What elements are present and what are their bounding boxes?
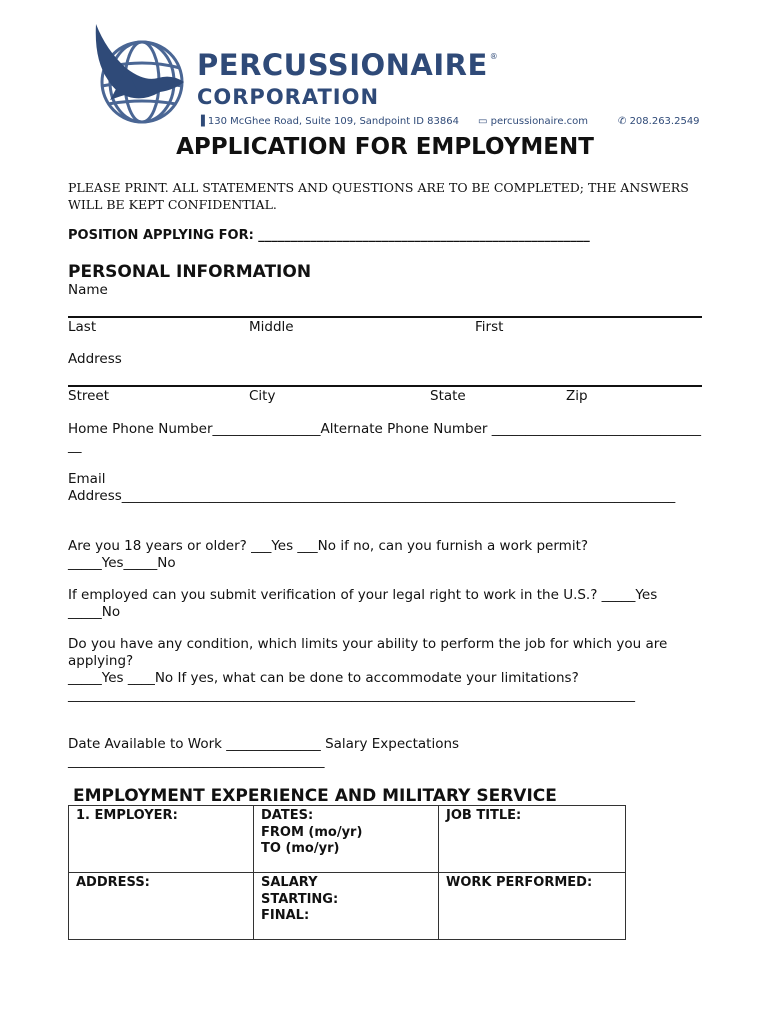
email-label-line1: Email xyxy=(68,471,106,487)
phone-field[interactable]: Home Phone Number________________Alternate Phone Number _________________________________ xyxy=(68,421,701,454)
email-field[interactable] xyxy=(68,471,704,505)
work-performed-cell[interactable]: WORK PERFORMED: xyxy=(439,873,626,940)
condition-question[interactable]: Do you have any condition, which limits your ability to perform the job for which you are applying? _____Yes ____No If yes, what can be done to accommodate your limitations? ____________________________________________________________________________________ xyxy=(68,636,668,703)
last-label: Last xyxy=(68,319,97,335)
table-row xyxy=(69,873,626,940)
address-label: Address xyxy=(68,351,122,367)
company-name-line2: CORPORATION xyxy=(197,85,380,109)
building-icon: ▐ xyxy=(197,116,208,127)
availability-salary-field[interactable]: Date Available to Work ______________ Salary Expectations ______________________________________ xyxy=(68,736,460,769)
legal-right-question[interactable]: If employed can you submit verification of your legal right to work in the U.S.? _____Yes _____No xyxy=(68,587,658,620)
address-line[interactable] xyxy=(68,385,702,387)
name-line[interactable] xyxy=(68,316,702,318)
employment-heading: EMPLOYMENT EXPERIENCE AND MILITARY SERVICE xyxy=(73,786,557,806)
table-row xyxy=(69,806,626,873)
address-cell[interactable]: ADDRESS: xyxy=(69,873,254,940)
page-title: APPLICATION FOR EMPLOYMENT xyxy=(176,134,594,160)
salary-cell[interactable]: SALARY STARTING: FINAL: xyxy=(254,873,439,940)
trademark-symbol: ® xyxy=(489,52,499,61)
personal-info-heading: PERSONAL INFORMATION xyxy=(68,262,312,282)
zip-label: Zip xyxy=(566,388,588,404)
company-name: PERCUSSIONAIRE ® xyxy=(197,48,499,82)
street-label: Street xyxy=(68,388,110,404)
letterhead xyxy=(80,18,705,133)
eagle-globe-logo-icon xyxy=(86,20,190,130)
email-label-line2: Address__________________________________________________________________________________ xyxy=(68,488,676,504)
city-label: City xyxy=(249,388,276,404)
instructions: PLEASE PRINT. ALL STATEMENTS AND QUESTIONS ARE TO BE COMPLETED; THE ANSWERS WILL BE KEPT CONFIDENTIAL. xyxy=(68,180,689,212)
employment-table xyxy=(68,805,626,940)
job-title-cell[interactable]: JOB TITLE: xyxy=(439,806,626,873)
state-label: State xyxy=(430,388,466,404)
dates-cell[interactable]: DATES: FROM (mo/yr) TO (mo/yr) xyxy=(254,806,439,873)
company-website: ▭ percussionaire.com xyxy=(478,116,589,127)
phone-icon: ✆ xyxy=(618,116,630,127)
age-question[interactable]: Are you 18 years or older? ___Yes ___No if no, can you furnish a work permit? _____Yes_____No xyxy=(68,538,589,571)
browser-icon: ▭ xyxy=(478,116,491,127)
company-phone: ✆ 208.263.2549 xyxy=(618,116,700,127)
employer-cell[interactable]: 1. EMPLOYER: xyxy=(69,806,254,873)
first-label: First xyxy=(475,319,504,335)
name-label: Name xyxy=(68,282,108,298)
company-address: ▐ 130 McGhee Road, Suite 109, Sandpoint ID 83864 xyxy=(197,116,459,127)
position-applying-field[interactable]: POSITION APPLYING FOR: ___________________________________________________ xyxy=(68,228,590,243)
middle-label: Middle xyxy=(249,319,294,335)
